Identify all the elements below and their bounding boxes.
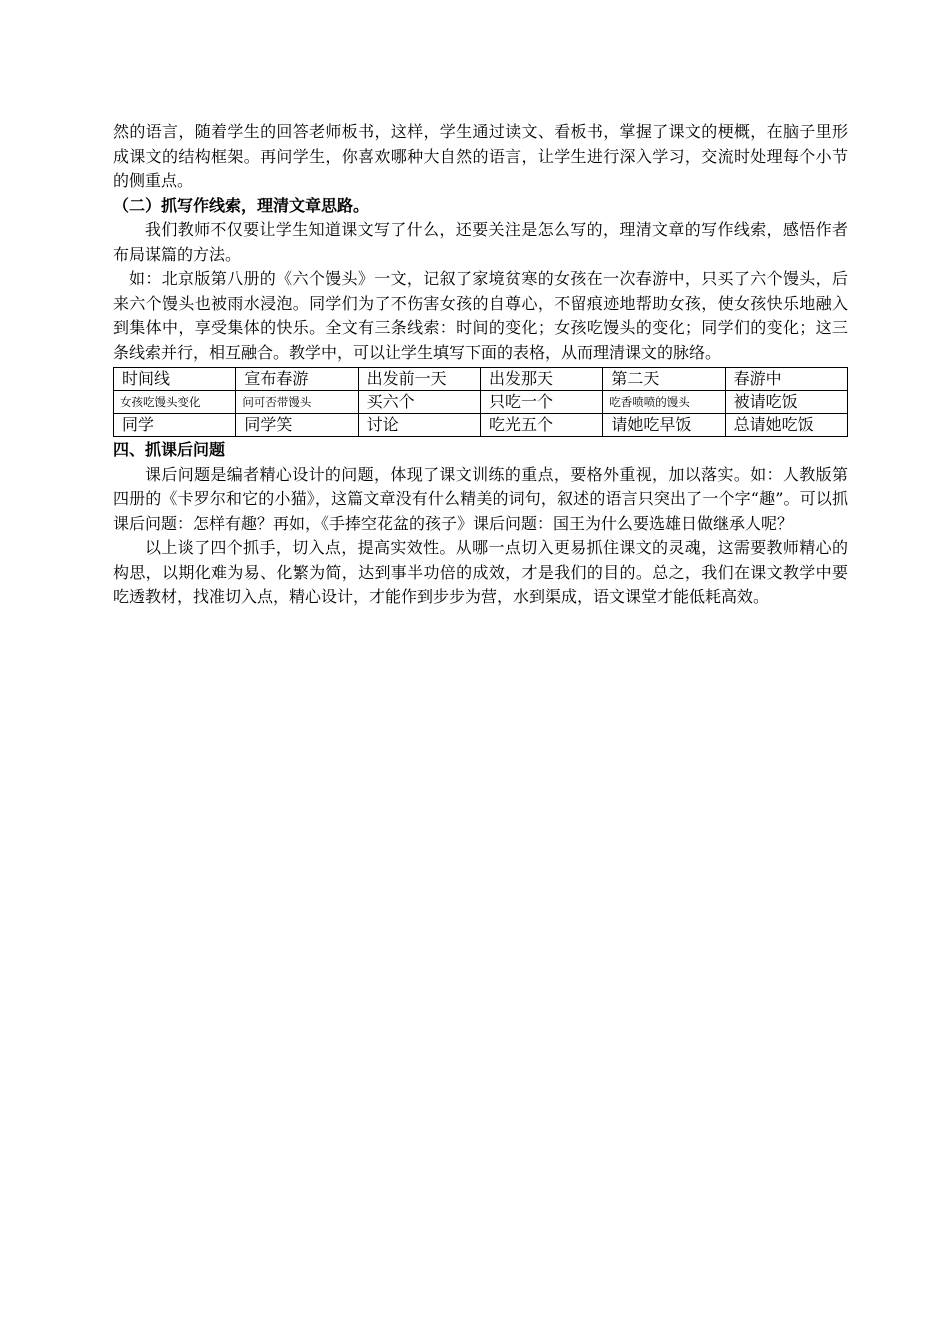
table-cell: 宣布春游 [236,368,358,391]
section-heading-writing-clues: （二）抓写作线索，理清文章思路。 [113,195,370,215]
paragraph-example-six-buns: 如：北京版第八册的《六个馒头》一文，记叙了家境贫寒的女孩在一次春游中，只买了六个馒头，后来六个馒头也被雨水浸泡。同学们为了不伤害女孩的自尊心，不留痕迹地帮助女孩，使女孩快乐地融入到集体中，享受集体的快乐。全文有三条线索：时间的变化；女孩吃馒头的变化；同学们的变化；这三条线索并行，相互融合。教学中，可以让学生填写下面的表格，从而理清课文的脉络。 [113,269,848,362]
table-cell: 请她吃早饭 [603,414,725,437]
table-cell: 买六个 [358,391,480,414]
table-cell: 讨论 [358,414,480,437]
table-cell: 只吃一个 [480,391,602,414]
table-cell: 第二天 [603,368,725,391]
table-row [114,391,848,414]
table-cell: 出发前一天 [358,368,480,391]
table-cell: 出发那天 [480,368,602,391]
table-cell: 问可否带馒头 [236,391,358,414]
clue-table [113,367,848,437]
table-cell: 同学笑 [236,414,358,437]
section-heading-after-class-questions: 四、抓课后问题 [113,440,226,459]
table-cell: 总请她吃饭 [725,414,847,437]
table-cell: 吃光五个 [480,414,602,437]
paragraph-after-class-questions: 课后问题是编者精心设计的问题，体现了课文训练的重点，要格外重视，加以落实。如：人教版第四册的《卡罗尔和它的小猫》，这篇文章没有什么精美的词句，叙述的语言只突出了一个字“趣”。可以抓课后问题：怎样有趣？再如，《手捧空花盆的孩子》课后问题：国王为什么要选雄日做继承人呢？ [113,464,848,533]
paragraph-writing-clues: 我们教师不仅要让学生知道课文写了什么，还要关注是怎么写的，理清文章的写作线索，感悟作者布局谋篇的方法。 [113,220,848,264]
table-row [114,368,848,391]
table-cell: 被请吃饭 [725,391,847,414]
table-cell: 春游中 [725,368,847,391]
table-cell: 时间线 [114,368,236,391]
document-page [113,120,848,610]
paragraph-summary: 以上谈了四个抓手，切入点，提高实效性。从哪一点切入更易抓住课文的灵魂，这需要教师精心的构思，以期化难为易、化繁为简，达到事半功倍的成效，才是我们的目的。总之，我们在课文教学中要吃透教材，找准切入点，精心设计，才能作到步步为营，水到渠成，语文课堂才能低耗高效。 [113,538,848,606]
table-cell: 吃香喷喷的馒头 [603,391,725,414]
paragraph-continuation: 然的语言，随着学生的回答老师板书，这样，学生通过读文、看板书，掌握了课文的梗概，在脑子里形成课文的结构框架。再问学生，你喜欢哪种大自然的语言，让学生进行深入学习，交流时处理每个小节的侧重点。 [113,122,848,190]
table-cell: 同学 [114,414,236,437]
table-row [114,414,848,437]
table-cell: 女孩吃馒头变化 [114,391,236,414]
